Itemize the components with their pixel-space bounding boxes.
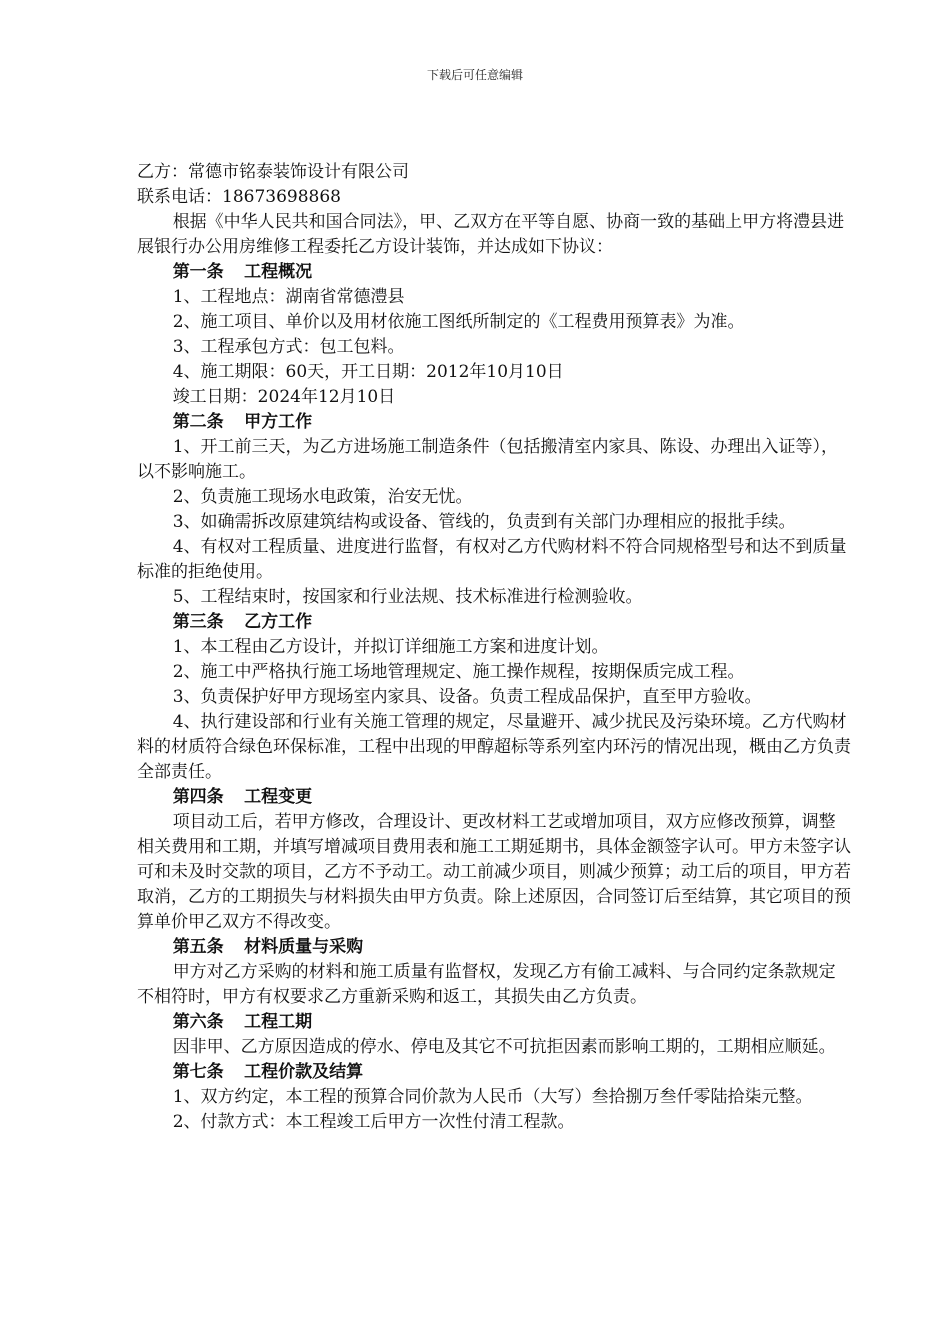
article-paragraph: 2、负责施工现场水电政策，治安无忧。: [172, 487, 473, 507]
article-title: 甲方工作: [244, 412, 313, 432]
article-paragraph: 1、开工前三天，为乙方进场施工制造条件（包括搬清室内家具、陈设、办理出入证等），以不影响施工。: [137, 437, 839, 482]
intro-paragraph: 根据《中华人民共和国合同法》，甲、乙双方在平等自愿、协商一致的基础上甲方将澧县进展银行办公用房维修工程委托乙方设计装饰，并达成如下协议：: [137, 212, 845, 257]
article-number: 第三条: [172, 612, 224, 632]
article-number: 第六条: [172, 1012, 224, 1032]
article-paragraph: 4、执行建设部和行业有关施工管理的规定，尽量避开、减少扰民及污染环境。乙方代购材料的材质符合绿色环保标准，工程中出现的甲醇超标等系列室内环污的情况出现，概由乙方负责全部责任。: [137, 712, 851, 782]
article-paragraph: 1、双方约定，本工程的预算合同价款为人民币（大写）叁拾捌万叁仟零陆拾柒元整。: [172, 1087, 813, 1107]
article-heading: [137, 610, 852, 635]
article-number: 第四条: [172, 787, 224, 807]
article-heading: [137, 1010, 852, 1035]
article-paragraph: 因非甲、乙方原因造成的停水、停电及其它不可抗拒因素而影响工期的，工期相应顺延。: [172, 1037, 836, 1057]
article-paragraph: 甲方对乙方采购的材料和施工质量有监督权，发现乙方有偷工减料、与合同约定条款规定不相符时，甲方有权要求乙方重新采购和返工，其损失由乙方负责。: [137, 962, 836, 1007]
article-number: 第七条: [172, 1062, 224, 1082]
party-b-line: 乙方：常德市铭泰装饰设计有限公司: [137, 162, 409, 182]
article-paragraph: 4、有权对工程质量、进度进行监督，有权对乙方代购材料不符合同规格型号和达不到质量标准的拒绝使用。: [137, 537, 847, 582]
article-paragraph: 1、工程地点：湖南省常德澧县: [172, 287, 405, 307]
article-title: 工程概况: [244, 262, 313, 282]
article-number: 第一条: [172, 262, 224, 282]
article-paragraph: 5、工程结束时，按国家和行业法规、技术标准进行检测验收。: [172, 587, 643, 607]
article-paragraph: 2、施工项目、单价以及用材依施工图纸所制定的《工程费用预算表》为准。: [172, 312, 745, 332]
article-paragraph: 竣工日期：2024年12月10日: [172, 387, 396, 407]
article-paragraph: 3、如确需拆改原建筑结构或设备、管线的，负责到有关部门办理相应的报批手续。: [172, 512, 796, 532]
article-title: 工程工期: [244, 1012, 313, 1032]
article-number: 第五条: [172, 937, 224, 957]
article-paragraph: 2、付款方式：本工程竣工后甲方一次性付清工程款。: [172, 1112, 575, 1132]
article-paragraph: 3、工程承包方式：包工包料。: [172, 337, 405, 357]
contract-body: [137, 160, 852, 1135]
article-heading: [137, 785, 852, 810]
article-paragraph: 项目动工后，若甲方修改，合理设计、更改材料工艺或增加项目，双方应修改预算，调整相关费用和工期，并填写增减项目费用表和施工工期延期书，具体金额签字认可。甲方未签字认可和未及时交款的项目，乙方不予动工。动工前减少项目，则减少预算；动工后的项目，甲方若取消，乙方的工期损失与材料损失由甲方负责。除上述原因，合同签订后至结算，其它项目的预算单价甲乙双方不得改变。: [137, 812, 851, 932]
article-heading: [137, 260, 852, 285]
article-paragraph: 3、负责保护好甲方现场室内家具、设备。负责工程成品保护，直至甲方验收。: [172, 687, 762, 707]
article-heading: [137, 935, 852, 960]
article-heading: [137, 1060, 852, 1085]
article-number: 第二条: [172, 412, 224, 432]
article-paragraph: 2、施工中严格执行施工场地管理规定、施工操作规程，按期保质完成工程。: [172, 662, 745, 682]
article-title: 材料质量与采购: [244, 937, 364, 957]
article-paragraph: 1、本工程由乙方设计，并拟订详细施工方案和进度计划。: [172, 637, 609, 657]
article-paragraph: 4、施工期限：60天，开工日期：2012年10月10日: [172, 362, 564, 382]
article-heading: [137, 410, 852, 435]
header-note: 下载后可任意编辑: [426, 68, 523, 82]
article-title: 工程变更: [244, 787, 313, 807]
article-title: 乙方工作: [244, 612, 313, 632]
article-title: 工程价款及结算: [244, 1062, 364, 1082]
party-b-phone: 联系电话：18673698868: [137, 187, 341, 207]
